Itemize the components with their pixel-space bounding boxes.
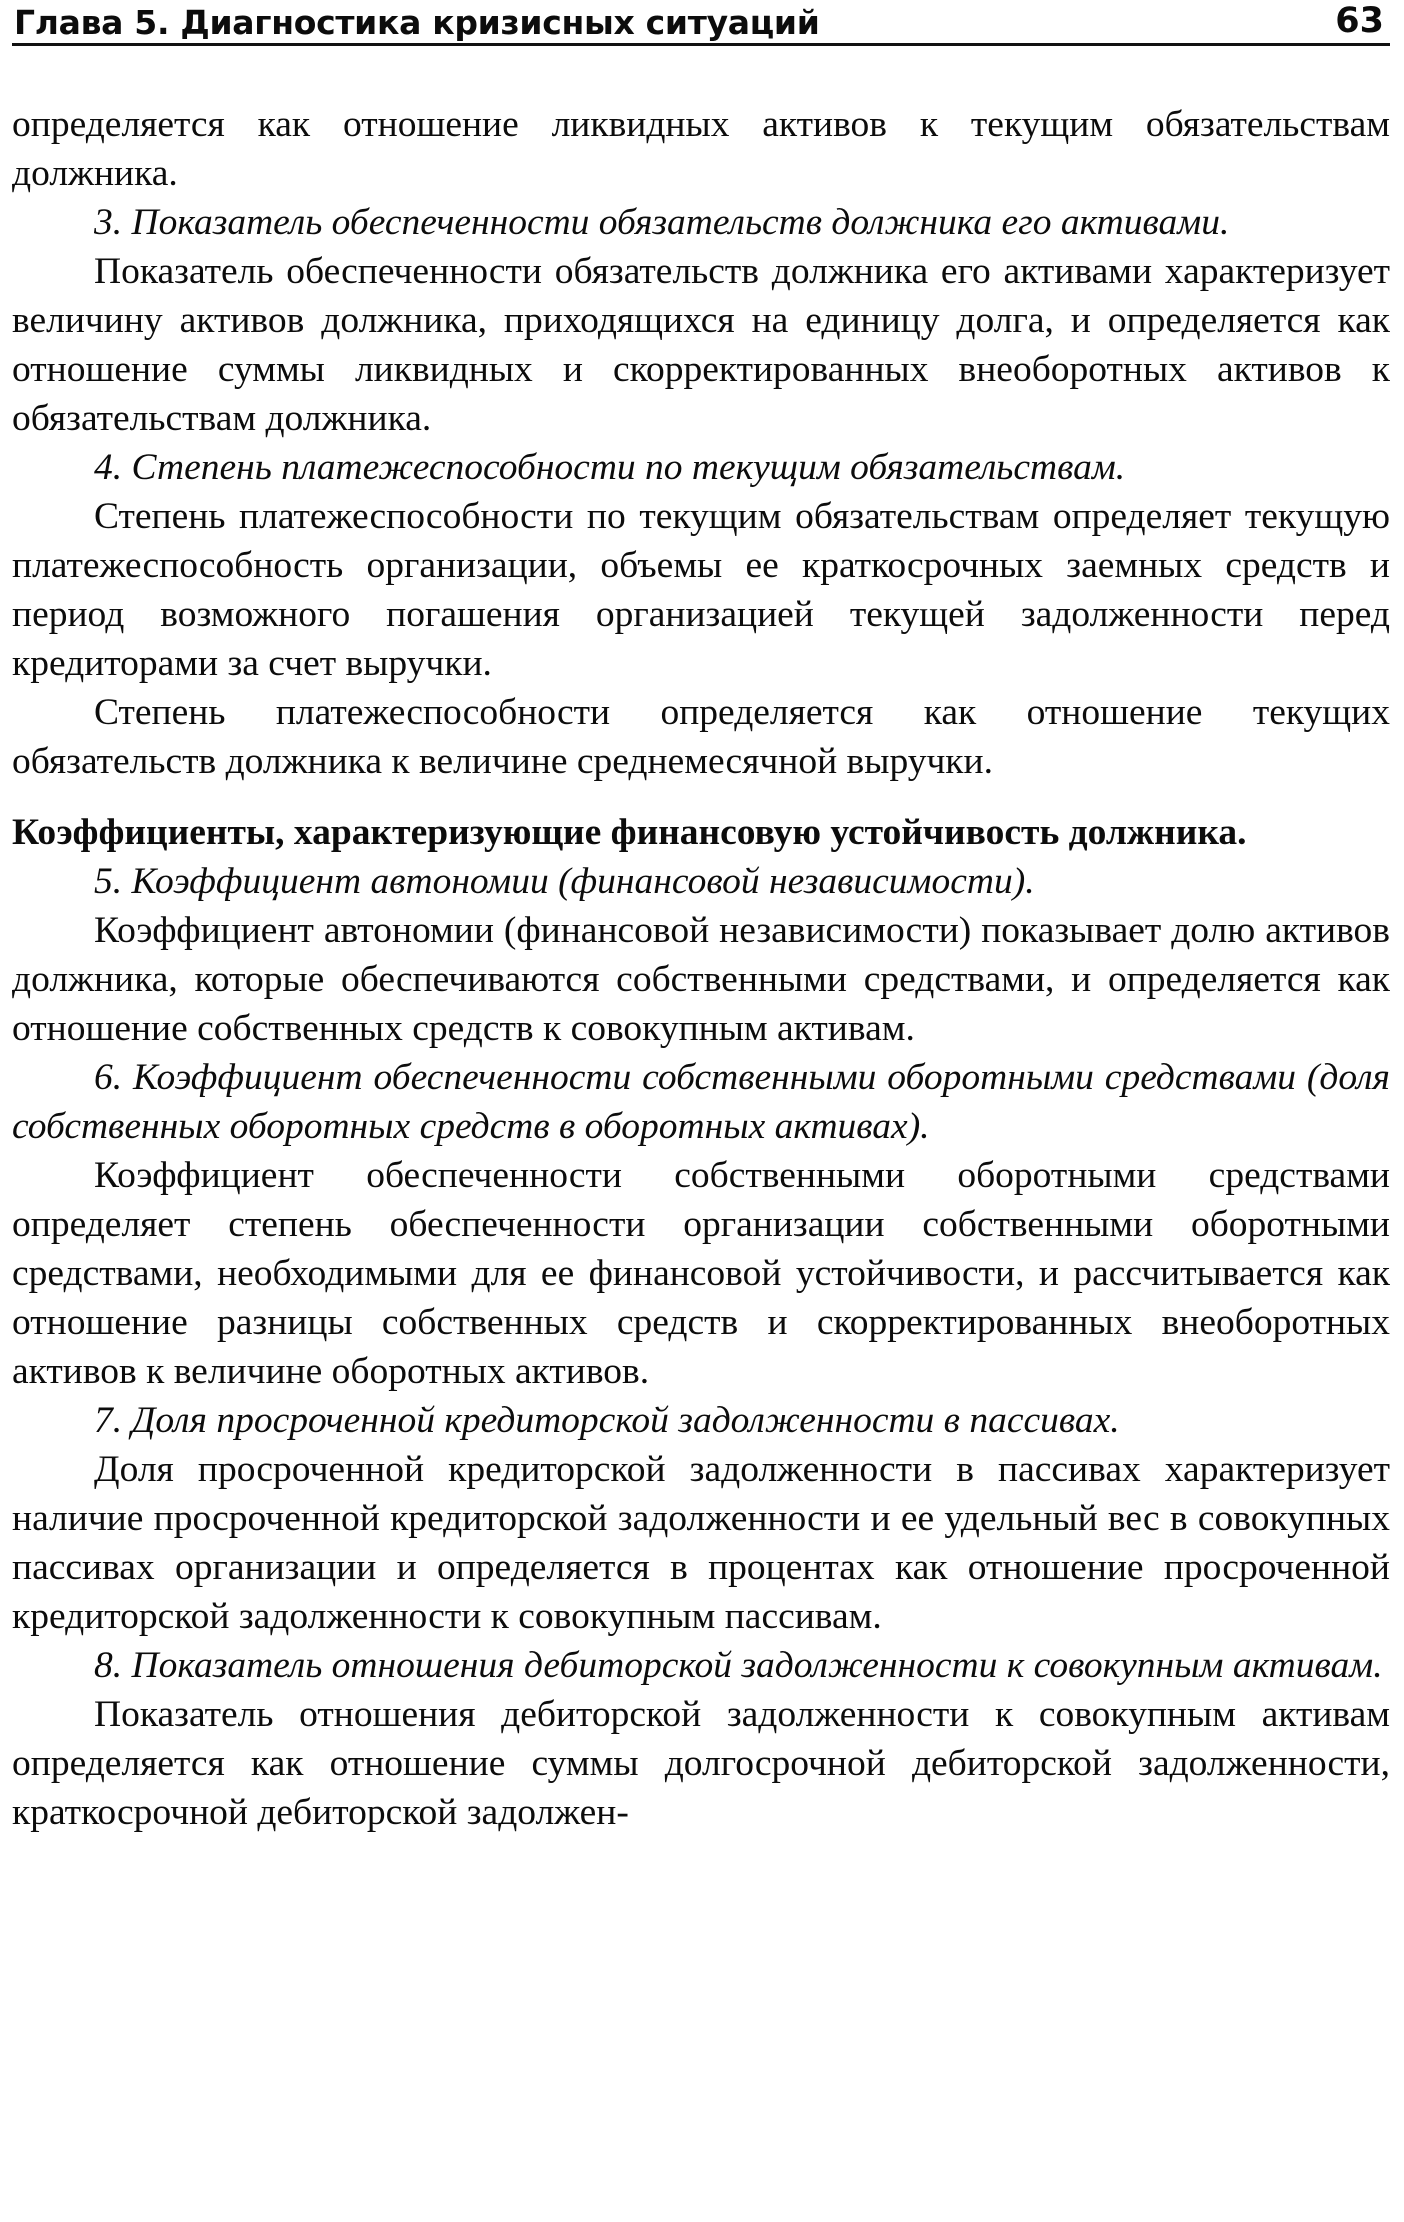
chapter-title: Глава 5. Диагностика кризисных ситуаций xyxy=(14,3,820,42)
subheading-6: 6. Коэффициент обеспеченности собственными оборотными средствами (доля собственных оборотных средств в оборотных активах). xyxy=(12,1057,1390,1147)
paragraph: Степень платежеспособности по текущим обязательствам определяет текущую платежеспособность организации, объемы ее краткосрочных заемных средств и период возможного погашения организацией текущей задолженности перед кредиторами за счет выручки. xyxy=(12,496,1390,684)
subheading-7: 7. Доля просроченной кредиторской задолженности в пассивах. xyxy=(94,1400,1120,1441)
paragraph: Показатель обеспеченности обязательств должника его активами характеризует величину активов должника, приходящихся на единицу долга, и определяется как отношение суммы ликвидных и скорректированных внеоборотных активов к обязательствам должника. xyxy=(12,251,1390,439)
paragraph: Показатель отношения дебиторской задолженности к совокупным активам определяется как отношение суммы долгосрочной дебиторской задолженности, краткосрочной дебиторской задолжен- xyxy=(12,1694,1390,1833)
subheading-8: 8. Показатель отношения дебиторской задолженности к совокупным активам. xyxy=(94,1645,1383,1686)
paragraph-continuation: определяется как отношение ликвидных активов к текущим обязательствам должника. xyxy=(12,104,1390,194)
paragraph: Коэффициент автономии (финансовой независимости) показывает долю активов должника, которые обеспечиваются собственными средствами, и определяется как отношение собственных средств к совокупным активам. xyxy=(12,910,1390,1049)
paragraph: Степень платежеспособности определяется как отношение текущих обязательств должника к величине среднемесячной выручки. xyxy=(12,692,1390,782)
running-header xyxy=(12,0,1390,46)
subheading-4: 4. Степень платежеспособности по текущим обязательствам. xyxy=(94,447,1126,488)
page-number: 63 xyxy=(1335,1,1384,41)
subheading-3: 3. Показатель обеспеченности обязательств должника его активами. xyxy=(94,202,1230,243)
paragraph: Коэффициент обеспеченности собственными оборотными средствами определяет степень обеспеченности организации собственными оборотными средствами, необходимыми для ее финансовой устойчивости, и рассчитывается как отношение разницы собственных средств и скорректированных внеоборотных активов к величине оборотных активов. xyxy=(12,1155,1390,1392)
section-heading: Коэффициенты, характеризующие финансовую устойчивость должника. xyxy=(12,812,1247,853)
paragraph: Доля просроченной кредиторской задолженности в пассивах характеризует наличие просроченной кредиторской задолженности и ее удельный вес в совокупных пассивах организации и определяется в процентах как отношение просроченной кредиторской задолженности к совокупным пассивам. xyxy=(12,1449,1390,1637)
subheading-5: 5. Коэффициент автономии (финансовой независимости). xyxy=(94,861,1035,902)
page-body xyxy=(12,100,1390,1837)
